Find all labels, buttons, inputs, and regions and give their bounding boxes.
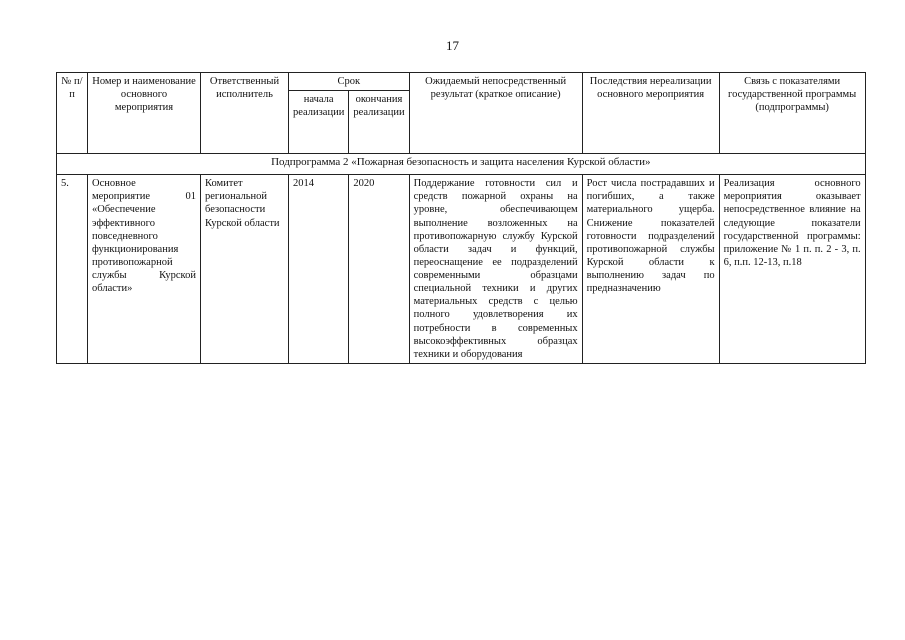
row-executor: Комитет региональной безопасности Курской области [201,175,289,364]
header-link: Связь с показателями государственной программы (подпрограммы) [719,73,865,154]
subprogram-row [57,154,866,175]
header-consequences: Последствия нереализации основного мероприятия [582,73,719,154]
header-result: Ожидаемый непосредственный результат (краткое описание) [409,73,582,154]
header-executor: Ответственный исполнитель [201,73,289,154]
row-num: 5. [57,175,88,364]
page-number: 17 [446,38,459,53]
row-consequences: Рост числа пострадавших и погибших, а также материального ущерба. Снижение показателей готовности подразделений противопожарной службы Курской области к выполнению задач по предназначению [582,175,719,364]
row-result: Поддержание готовности сил и средств пожарной охраны на уровне, обеспечивающем выполнение возложенных на противопожарную службу Курской области задач и функций, переоснащение ее подразделений современными образцами специальной техники и других материальных средств с целью полного удовлетворения их потребности в современных высокоэффективных образцах техники и оборудования [409,175,582,364]
table-row [57,175,866,364]
header-term-start: начала реализации [289,91,349,154]
row-link: Реализация основного мероприятия оказывает непосредственное влияние на следующие показатели государственной программы: приложение № 1 п. п. 2 - 3, п. 6, п.п. 12-13, п.18 [719,175,865,364]
row-name: Основное мероприятие 01 «Обеспечение эффективного повседневного функционирования противопожарной службы Курской области» [88,175,201,364]
measures-table [56,72,866,364]
header-row [57,73,866,91]
row-end: 2020 [349,175,409,364]
header-name: Номер и наименование основного мероприятия [88,73,201,154]
header-term-end: окончания реализации [349,91,409,154]
header-term: Срок [289,73,410,91]
row-start: 2014 [289,175,349,364]
header-num: № п/п [57,73,88,154]
subprogram-title: Подпрограмма 2 «Пожарная безопасность и защита населения Курской области» [57,154,866,175]
